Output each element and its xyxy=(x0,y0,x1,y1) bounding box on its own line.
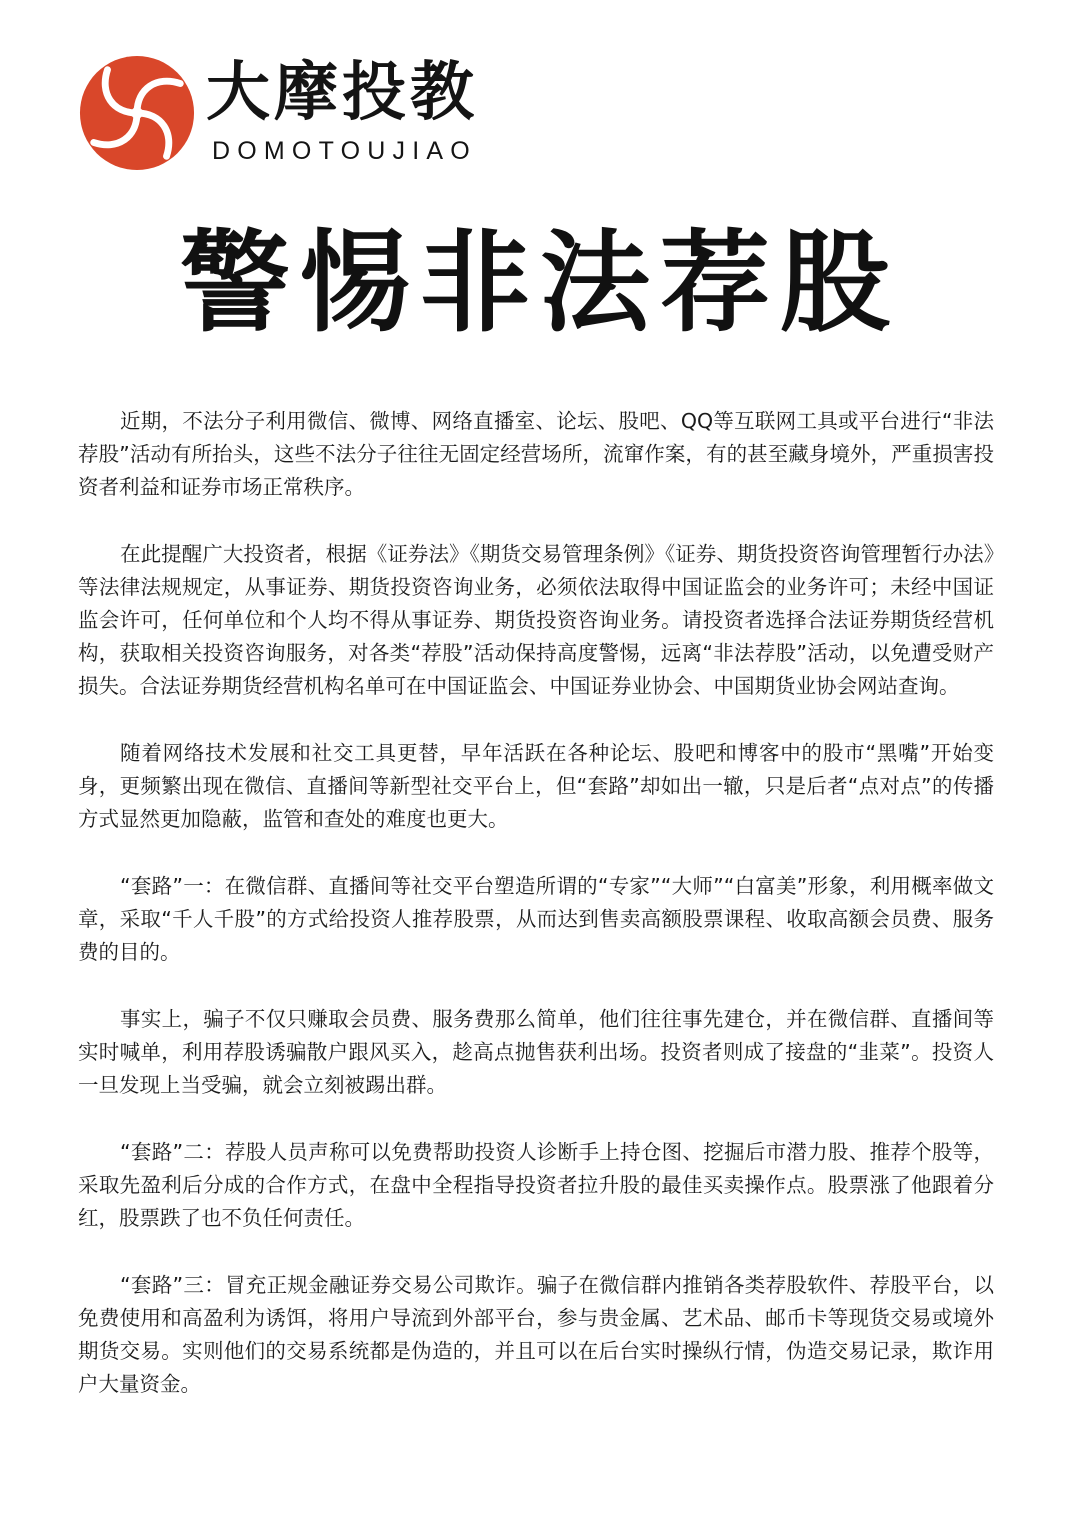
logo-mark-icon xyxy=(78,54,196,172)
brand-name-cn: 大摩投教 xyxy=(206,55,478,130)
paragraph: 事实上，骗子不仅只赚取会员费、服务费那么简单，他们往往事先建仓，并在微信群、直播间等实时喊单，利用荐股诱骗散户跟风买入，趁高点抛售获利出场。投资者则成了接盘的“韭菜”。投资人一旦发现上当受骗，就会立刻被踢出群。 xyxy=(78,1007,994,1097)
paragraph: 近期，不法分子利用微信、微博、网络直播室、论坛、股吧、QQ等互联网工具或平台进行“非法荐股”活动有所抬头，这些不法分子往往无固定经营场所，流窜作案，有的甚至藏身境外，严重损害投资者利益和证券市场正常秩序。 xyxy=(78,409,994,499)
paragraph: “套路”三：冒充正规金融证券交易公司欺诈。骗子在微信群内推销各类荐股软件、荐股平台，以免费使用和高盈利为诱饵，将用户导流到外部平台，参与贵金属、艺术品、邮币卡等现货交易或境外期货交易。实则他们的交易系统都是伪造的，并且可以在后台实时操纵行情，伪造交易记录，欺诈用户大量资金。 xyxy=(78,1273,994,1396)
brand-logo xyxy=(78,52,538,177)
article-body xyxy=(78,405,994,1435)
brand-name-en: DOMOTOUJIAO xyxy=(212,137,477,165)
paragraph: “套路”二：荐股人员声称可以免费帮助投资人诊断手上持仓图、挖掘后市潜力股、推荐个股等，采取先盈利后分成的合作方式，在盘中全程指导投资者拉升股的最佳买卖操作点。股票涨了他跟着分红，股票跌了也不负任何责任。 xyxy=(78,1140,994,1230)
paragraph: 随着网络技术发展和社交工具更替，早年活跃在各种论坛、股吧和博客中的股市“黑嘴”开始变身，更频繁出现在微信、直播间等新型社交平台上，但“套路”却如出一辙，只是后者“点对点”的传播方式显然更加隐蔽，监管和查处的难度也更大。 xyxy=(78,741,994,831)
paragraph: 在此提醒广大投资者，根据《证券法》《期货交易管理条例》《证券、期货投资咨询管理暂行办法》等法律法规规定，从事证券、期货投资咨询业务，必须依法取得中国证监会的业务许可；未经中国证监会许可，任何单位和个人均不得从事证券、期货投资咨询业务。请投资者选择合法证券期货经营机构，获取相关投资咨询服务，对各类“荐股”活动保持高度警惕，远离“非法荐股”活动，以免遭受财产损失。合法证券期货经营机构名单可在中国证监会、中国证券业协会、中国期货业协会网站查询。 xyxy=(78,542,994,698)
page-title: 警惕非法荐股 xyxy=(180,219,900,347)
paragraph: “套路”一：在微信群、直播间等社交平台塑造所谓的“专家”“大师”“白富美”形象，利用概率做文章，采取“千人千股”的方式给投资人推荐股票，从而达到售卖高额股票课程、收取高额会员费、服务费的目的。 xyxy=(78,874,994,964)
